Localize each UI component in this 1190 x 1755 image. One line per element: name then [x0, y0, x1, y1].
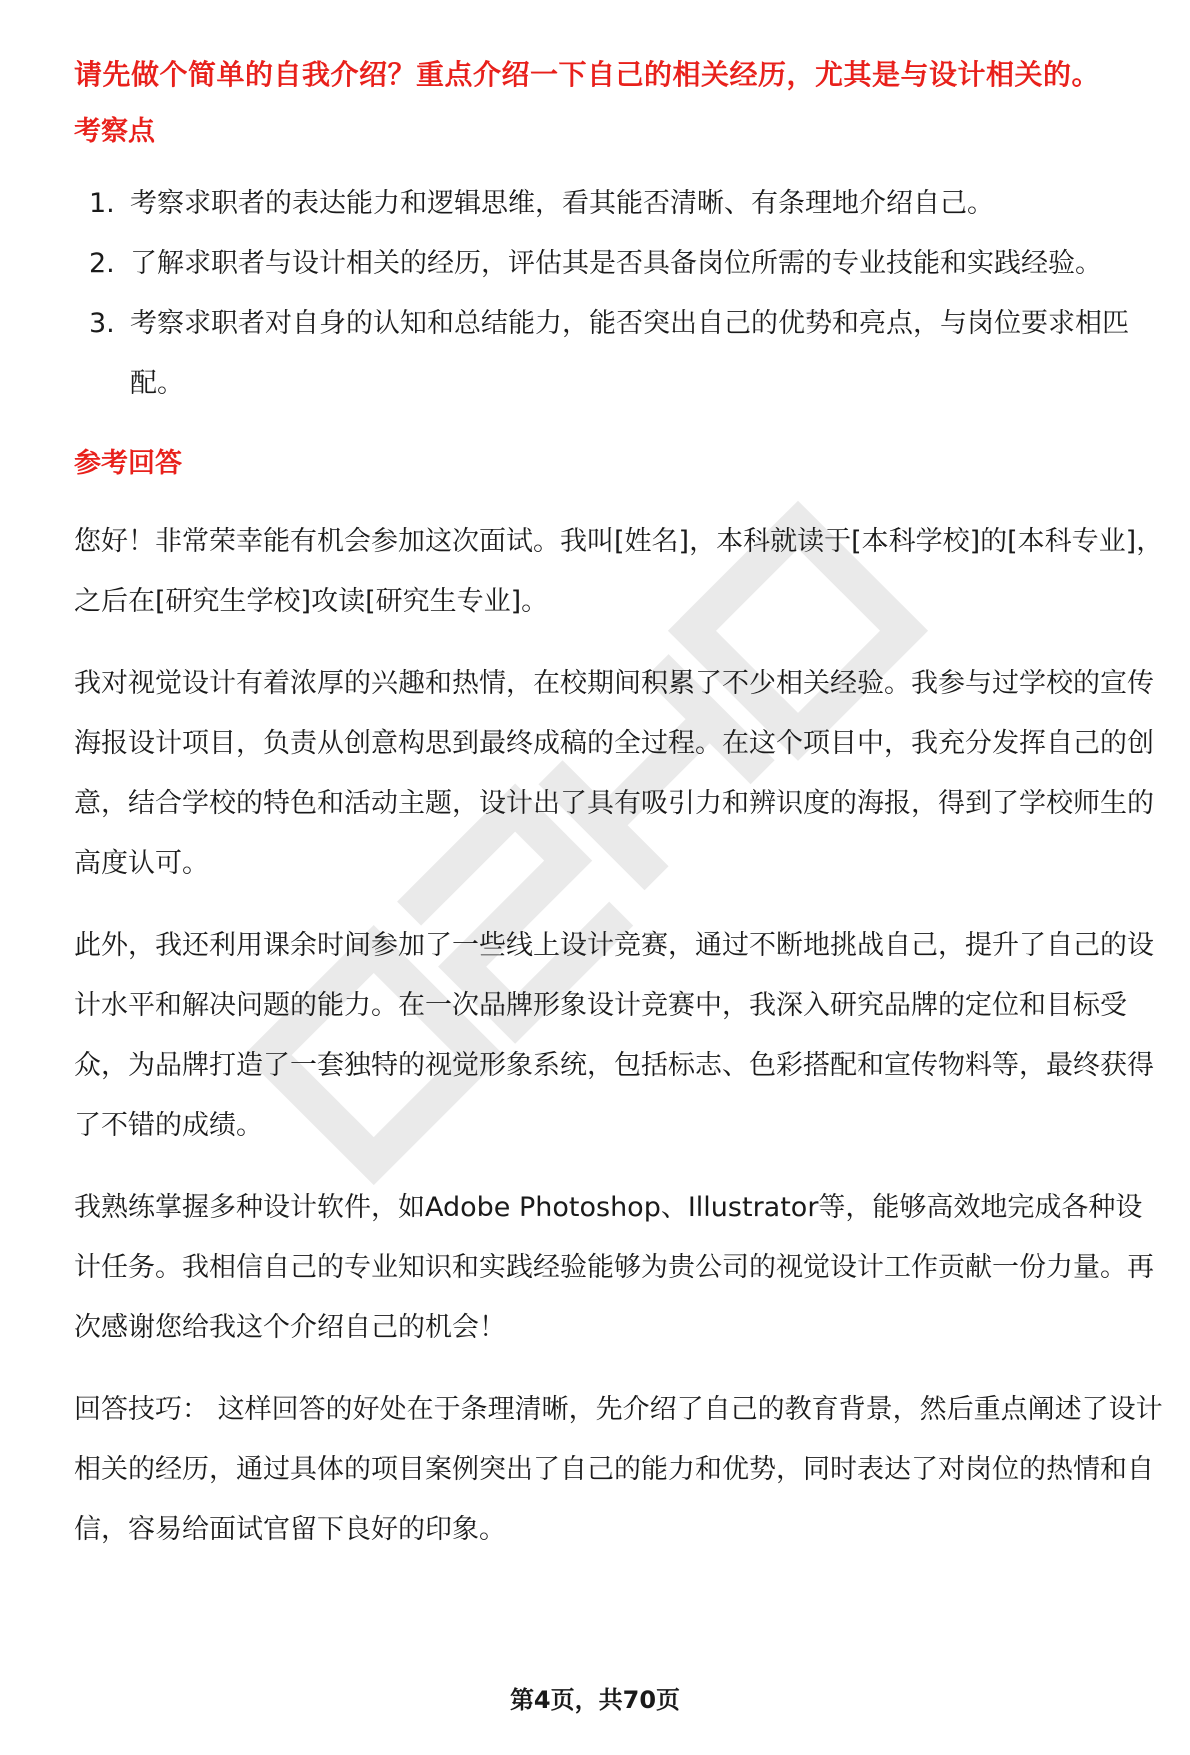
answer-paragraph: 此外，我还利用课余时间参加了一些线上设计竞赛，通过不断地挑战自己，提升了自己的设计水平和解决问题的能力。在一次品牌形象设计竞赛中，我深入研究品牌的定位和目标受众，为品牌打造了一套独特的视觉形象系统，包括标志、色彩搭配和宣传物料等，最终获得了不错的成绩。 — [74, 930, 1154, 1141]
list-number: 3. — [89, 308, 115, 339]
assessment-point-text: 考察求职者对自身的认知和总结能力，能否突出自己的优势和亮点，与岗位要求相匹配。 — [130, 308, 1129, 399]
assessment-title: 考察点 — [74, 116, 155, 147]
page-number-footer: 第4页，共70页 — [509, 1686, 681, 1714]
assessment-point — [74, 174, 1164, 234]
assessment-point — [74, 234, 1164, 294]
answer-tips-paragraph: 回答技巧： 这样回答的好处在于条理清晰，先介绍了自己的教育背景，然后重点阐述了设计相关的经历，通过具体的项目案例突出了自己的能力和优势，同时表达了对岗位的热情和自信，容易给面试官留下良好的印象。 — [74, 1394, 1163, 1545]
answer-paragraph: 您好！非常荣幸能有机会参加这次面试。我叫[姓名]，本科就读于[本科学校]的[本科专业]，之后在[研究生学校]攻读[研究生专业]。 — [74, 526, 1164, 617]
assessment-point — [74, 294, 1164, 414]
answer-paragraph: 我熟练掌握多种设计软件，如Adobe Photoshop、Illustrator等，能够高效地完成各种设计任务。我相信自己的专业知识和实践经验能够为贵公司的视觉设计工作贡献一份力量。再次感谢您给我这个介绍自己的机会！ — [74, 1192, 1154, 1343]
answer-paragraph: 我对视觉设计有着浓厚的兴趣和热情，在校期间积累了不少相关经验。我参与过学校的宣传海报设计项目，负责从创意构思到最终成稿的全过程。在这个项目中，我充分发挥自己的创意，结合学校的特色和活动主题，设计出了具有吸引力和辨识度的海报，得到了学校师生的高度认可。 — [74, 668, 1154, 879]
answer-title: 参考回答 — [74, 448, 182, 479]
list-number: 1. — [89, 188, 115, 219]
question-heading: 请先做个简单的自我介绍？重点介绍一下自己的相关经历，尤其是与设计相关的。 — [74, 58, 1101, 91]
list-number: 2. — [89, 248, 115, 279]
assessment-point-text: 了解求职者与设计相关的经历，评估其是否具备岗位所需的专业技能和实践经验。 — [130, 248, 1102, 279]
assessment-points-list — [74, 174, 1164, 414]
document-content — [74, 46, 1164, 1560]
assessment-point-text: 考察求职者的表达能力和逻辑思维，看其能否清晰、有条理地介绍自己。 — [130, 188, 994, 219]
